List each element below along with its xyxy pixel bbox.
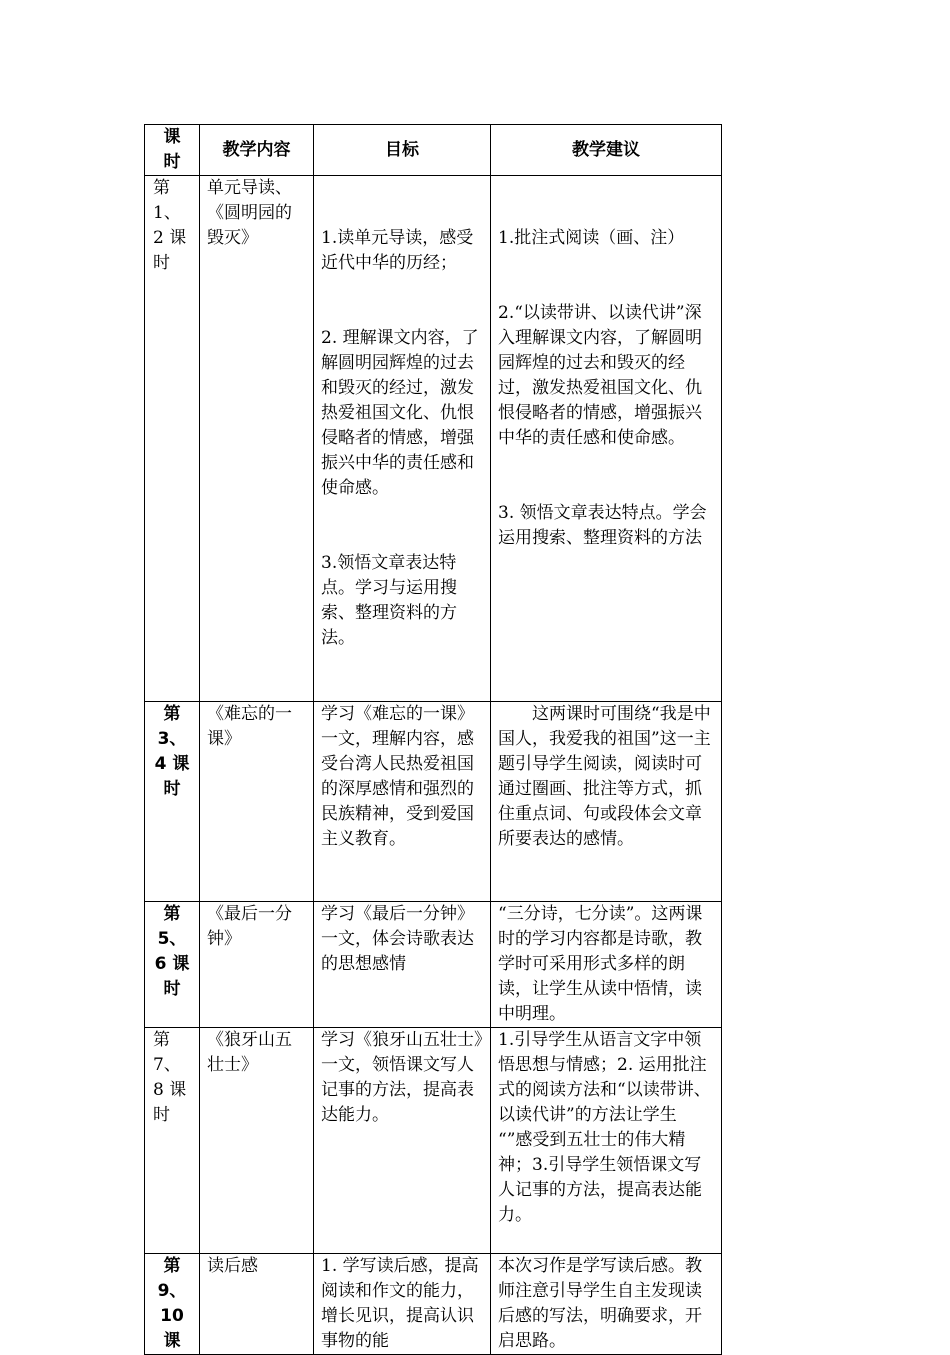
lesson-cell: 第 1、 2 课 时: [145, 176, 200, 702]
lesson-cell: 第 7、 8 课 时: [145, 1028, 200, 1254]
goal-item: 1. 学写读后感，提高阅读和作文的能力，增长见识，提高认识事物的能: [321, 1256, 479, 1351]
advice-cell: [491, 902, 722, 1028]
lesson-cell: 第 3、 4 课 时: [145, 702, 200, 902]
advice-item: 1.引导学生从语言文字中领悟思想与情感；2. 运用批注式的阅读方法和“以读带讲、以读代讲”的方法让学生 “”感受到五壮士的伟大精神；3.引导学生领悟课文写人记事的方法，提高表达能力。: [498, 1030, 711, 1225]
goal-item: 3.领悟文章表达特点。学习与运用搜索、整理资料的方法。: [321, 553, 457, 648]
table-row: [145, 702, 722, 902]
goal-cell: [314, 702, 491, 902]
content-cell: [200, 1254, 314, 1355]
goal-item: 学习《难忘的一课》一文，理解内容，感受台湾人民热爱祖国的深厚感情和强烈的民族精神，受到爱国主义教育。: [321, 704, 474, 849]
table-row: [145, 902, 722, 1028]
lesson-cell: [145, 1254, 200, 1355]
header-content: 教学内容: [200, 125, 314, 176]
goal-item: 1.读单元导读，感受近代中华的历经；: [321, 228, 474, 273]
table-row: [145, 176, 722, 702]
lesson-plan-table: [144, 124, 722, 1355]
content-text: 读后感: [207, 1256, 258, 1276]
table-row: [145, 1028, 722, 1254]
goal-cell: [314, 176, 491, 702]
advice-item: 2.“以读带讲、以读代讲”深入理解课文内容，了解圆明园辉煌的过去和毁灭的经过，激发热爱祖国文化、仇恨侵略者的情感，增强振兴中华的责任感和使命感。: [498, 303, 702, 448]
goal-cell: [314, 1028, 491, 1254]
content-cell: 《最后一分钟》: [200, 902, 314, 1028]
advice-item: “三分诗，七分读”。这两课时的学习内容都是诗歌，教学时可采用形式多样的朗读，让学生从读中悟情，读中明理。: [498, 904, 703, 1024]
advice-item: 本次习作是学写读后感。教师注意引导学生自主发现读后感的写法，明确要求，开启思路。: [498, 1256, 702, 1351]
header-advice: 教学建议: [491, 125, 722, 176]
content-cell: 《狼牙山五壮士》: [200, 1028, 314, 1254]
goal-item: 2. 理解课文内容，了解圆明园辉煌的过去和毁灭的经过，激发热爱祖国文化、仇恨侵略者的情感，增强振兴中华的责任感和使命感。: [321, 328, 479, 498]
goal-item: 学习《狼牙山五壮士》一文，领悟课文写人记事的方法，提高表达能力。: [321, 1030, 483, 1125]
advice-item: 1.批注式阅读（画、注）: [498, 228, 685, 248]
advice-cell: [491, 176, 722, 702]
advice-cell: [491, 1028, 722, 1254]
advice-item: 这两课时可围绕“我是中国人，我爱我的祖国”这一主题引导学生阅读，阅读时可通过圈画、批注等方式，抓住重点词、句或段体会文章所要表达的感情。: [498, 704, 711, 849]
header-goal: 目标: [314, 125, 491, 176]
lesson-text: 第 9、 10 课: [157, 1256, 187, 1351]
content-cell: 单元导读、《圆明园的毁灭》: [200, 176, 314, 702]
goal-cell: [314, 902, 491, 1028]
advice-item: 3. 领悟文章表达特点。学会运用搜索、整理资料的方法: [498, 503, 707, 548]
table-header-row: [145, 125, 722, 176]
advice-cell: [491, 1254, 722, 1355]
table-row: [145, 1254, 722, 1355]
header-lesson: 课 时: [145, 125, 200, 176]
lesson-cell: 第 5、 6 课 时: [145, 902, 200, 1028]
goal-cell: [314, 1254, 491, 1355]
content-cell: 《难忘的一课》: [200, 702, 314, 902]
goal-item: 学习《最后一分钟》一文，体会诗歌表达的思想感情: [321, 904, 474, 974]
advice-cell: [491, 702, 722, 902]
